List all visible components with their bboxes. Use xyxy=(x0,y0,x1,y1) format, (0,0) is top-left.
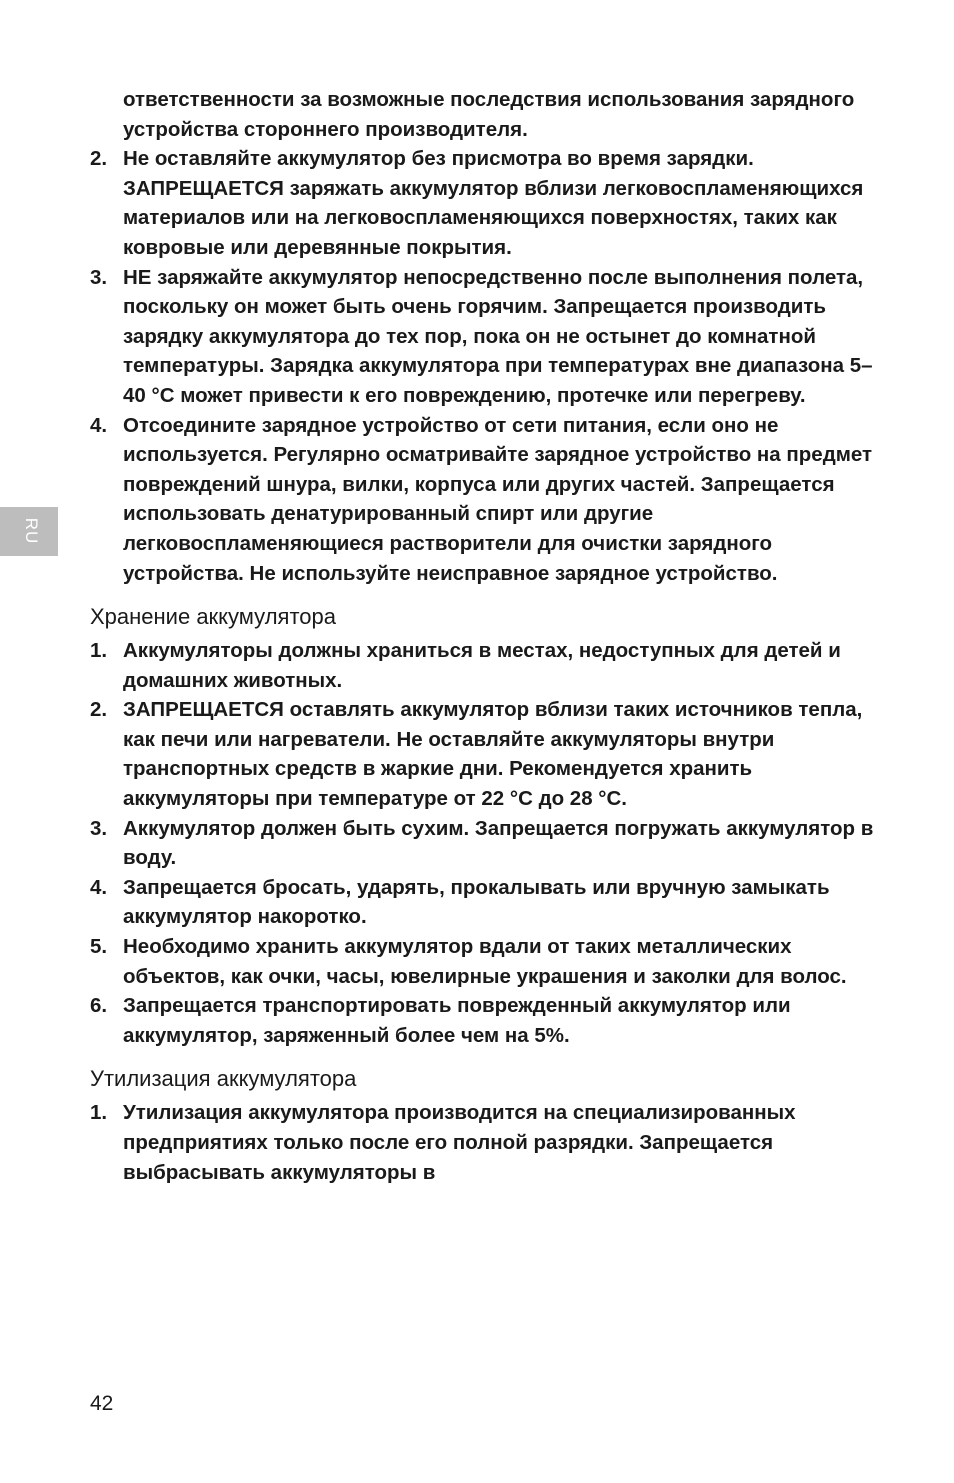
item-text: ЗАПРЕЩАЕТСЯ оставлять аккумулятор вблизи таких источников тепла, как печи или нагреватели. Не оставляйте аккумуляторы внутри транспортных средств в жаркие дни. Рекомендуется хранить аккумуляторы при температуре от 22 °C до 28 °C. xyxy=(123,698,863,811)
list-item xyxy=(90,144,880,262)
charging-list xyxy=(90,144,880,588)
language-tab-label: RU xyxy=(22,517,41,545)
item-number: 2. xyxy=(90,147,108,171)
list-item xyxy=(90,991,880,1050)
list-item xyxy=(90,873,880,932)
item-text: НЕ заряжайте аккумулятор непосредственно после выполнения полета, поскольку он может быть очень горячим. Запрещается производить зарядку аккумулятора до тех пор, пока он не остынет до комнатной температуры. Зарядка аккумулятора при температурах вне диапазона 5–40 °C может привести к его повреждению, протечке или перегреву. xyxy=(123,265,873,407)
item-text: Запрещается бросать, ударять, прокалывать или вручную замыкать аккумулятор накоротко. xyxy=(123,875,830,929)
item-number: 2. xyxy=(90,698,108,722)
item-number: 3. xyxy=(90,816,108,840)
page-content xyxy=(90,85,880,1187)
item-text: Утилизация аккумулятора производится на специализированных предприятиях только после его полной разрядки. Запрещается выбрасывать аккумуляторы в xyxy=(123,1101,796,1184)
item-number: 3. xyxy=(90,265,108,289)
item-number: 6. xyxy=(90,994,108,1018)
item-text: Отсоедините зарядное устройство от сети питания, если оно не используется. Регулярно осматривайте зарядное устройство на предмет повреждений шнура, вилки, корпуса или других частей. Запрещается использовать денатурированный спирт или другие легковоспламеняющиеся растворители для очистки зарядного устройства. Не используйте неисправное зарядное устройство. xyxy=(123,413,873,585)
item-number: 4. xyxy=(90,875,108,899)
language-side-tab xyxy=(0,507,58,556)
list-item xyxy=(90,636,880,695)
list-item xyxy=(90,1098,880,1187)
page-number: 42 xyxy=(90,1392,114,1415)
list-item xyxy=(90,411,880,589)
disposal-list xyxy=(90,1098,880,1187)
item-text: Необходимо хранить аккумулятор вдали от таких металлических объектов, как очки, часы, ювелирные украшения и заколки для волос. xyxy=(123,935,847,988)
item-text: Не оставляйте аккумулятор без присмотра во время зарядки. ЗАПРЕЩАЕТСЯ заряжать аккумулятор вблизи легковоспламеняющихся материалов или на легковоспламеняющихся поверхностях, таких как ковровые или деревянные покрытия. xyxy=(123,147,864,259)
item-text: Запрещается транспортировать поврежденный аккумулятор или аккумулятор, заряженный более чем на 5%. xyxy=(123,994,791,1047)
list-item xyxy=(90,932,880,991)
item-number: 1. xyxy=(90,1101,108,1125)
item-number: 5. xyxy=(90,935,108,959)
list-item xyxy=(90,263,880,411)
disposal-heading: Утилизация аккумулятора xyxy=(90,1066,357,1092)
item-text: Аккумулятор должен быть сухим. Запрещается погружать аккумулятор в воду. xyxy=(123,816,874,870)
storage-list xyxy=(90,636,880,1050)
item-text: Аккумуляторы должны храниться в местах, недоступных для детей и домашних животных. xyxy=(123,639,841,692)
item-number: 4. xyxy=(90,413,108,437)
intro-continuation: ответственности за возможные последствия использования зарядного устройства стороннего производителя. xyxy=(123,88,855,141)
item-number: 1. xyxy=(90,639,108,663)
list-item xyxy=(90,695,880,813)
storage-heading: Хранение аккумулятора xyxy=(90,604,336,630)
list-item xyxy=(90,814,880,873)
